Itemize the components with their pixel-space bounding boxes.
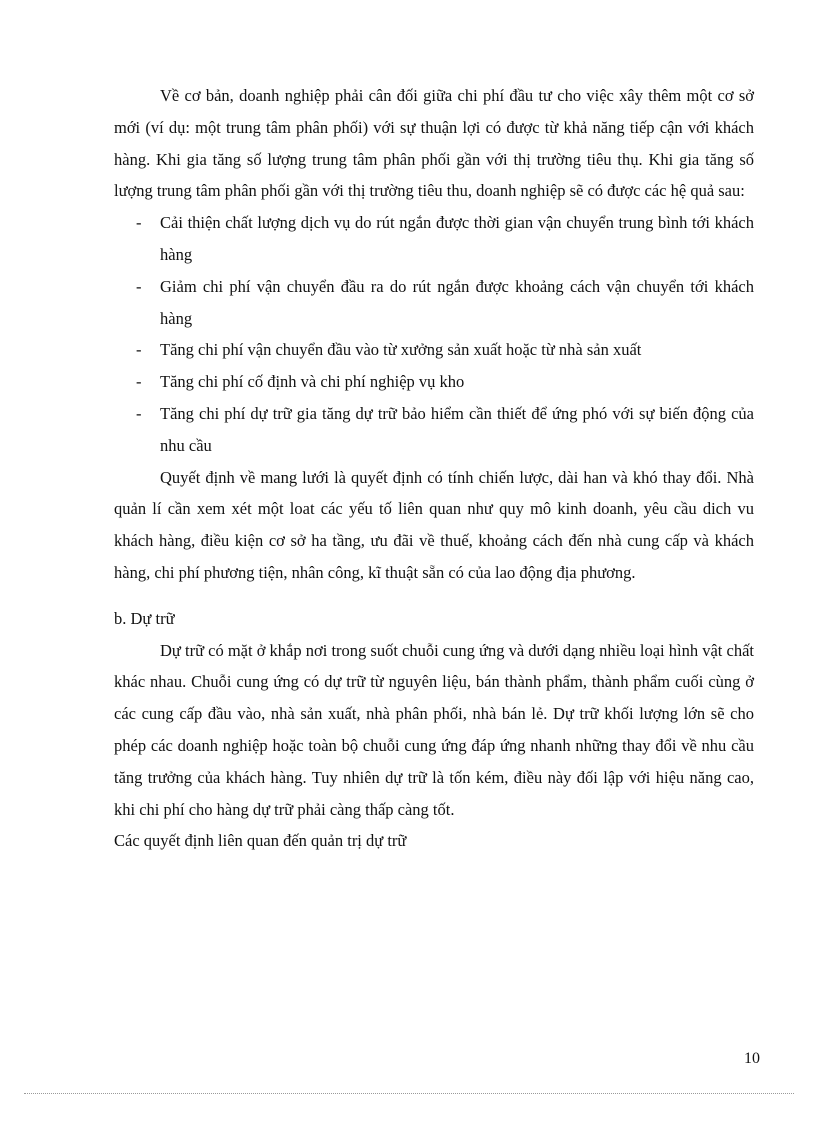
- list-item: [114, 398, 754, 462]
- consequences-list: [114, 207, 754, 461]
- network-decision-paragraph: Quyết định về mang lưới là quyết định có tính chiến lược, dài han và khó thay đổi. Nhà quản lí cần xem xét một loat các yếu tố liên quan như quy mô kinh doanh, yêu cầu dich vu khách hàng, điều kiện cơ sở ha tầng, ưu đãi về thuế, khoảng cách đến nhà cung cấp và khách hàng, chi phí phương tiện, nhân công, kĩ thuật sẵn có của lao động địa phương.: [114, 467, 754, 582]
- list-item: [114, 207, 754, 271]
- list-item-text: Tăng chi phí vận chuyển đầu vào từ xưởng sản xuất hoặc từ nhà sản xuất: [160, 340, 642, 360]
- list-item: [114, 334, 754, 366]
- list-item-text: Tăng chi phí dự trữ gia tăng dự trữ bảo hiểm cần thiết để ứng phó với sự biến động của nhu cầu: [160, 403, 754, 455]
- section-heading: b. Dự trữ: [114, 608, 175, 628]
- bullet-dash: -: [136, 340, 142, 360]
- intro-paragraph: Về cơ bản, doanh nghiệp phải cân đối giữa chi phí đầu tư cho việc xây thêm một cơ sở mới (ví dụ: một trung tâm phân phối) với sự thuận lợi có được từ khả năng tiếp cận với khách hàng. Khi gia tăng số lượng trung tâm phân phối gần với thị trường tiêu thụ. Khi gia tăng số lượng trung tâm phân phối gần với thị trường tiêu thu, doanh nghiệp sẽ có được các hệ quả sau:: [114, 86, 754, 201]
- list-item-text: Giảm chi phí vận chuyển đầu ra do rút ngắn được khoảng cách vận chuyển tới khách hàng: [160, 276, 754, 328]
- list-item-text: Tăng chi phí cố định và chi phí nghiệp vụ kho: [160, 372, 465, 392]
- page-bottom-divider: [24, 1093, 794, 1094]
- inventory-decisions-line: Các quyết định liên quan đến quản trị dự trữ: [114, 831, 407, 851]
- bullet-dash: -: [136, 276, 142, 296]
- list-item: [114, 366, 754, 398]
- list-item: [114, 271, 754, 335]
- list-item-text: Cải thiện chất lượng dịch vụ do rút ngắn được thời gian vận chuyển trung bình tới khách hàng: [160, 213, 754, 264]
- bullet-dash: -: [136, 403, 142, 423]
- bullet-dash: -: [136, 213, 142, 233]
- inventory-paragraph: Dự trữ có mặt ở khắp nơi trong suốt chuỗi cung ứng và dưới dạng nhiều loại hình vật chất khác nhau. Chuỗi cung ứng có dự trữ từ nguyên liệu, bán thành phẩm, thành phẩm cuối cùng ở các cung cấp đầu vào, nhà sản xuất, nhà phân phối, nhà bán lẻ. Dự trữ khối lượng lớn sẽ cho phép các doanh nghiệp hoặc toàn bộ chuỗi cung ứng đáp ứng nhanh những thay đổi về nhu cầu tăng trưởng của khách hàng. Tuy nhiên dự trữ là tốn kém, điều này đối lập với hiệu năng cao, khi chi phí cho hàng dự trữ phải càng thấp càng tốt.: [114, 640, 754, 819]
- page-number: 10: [744, 1050, 760, 1067]
- body-text: [114, 80, 754, 857]
- bullet-dash: -: [136, 372, 142, 392]
